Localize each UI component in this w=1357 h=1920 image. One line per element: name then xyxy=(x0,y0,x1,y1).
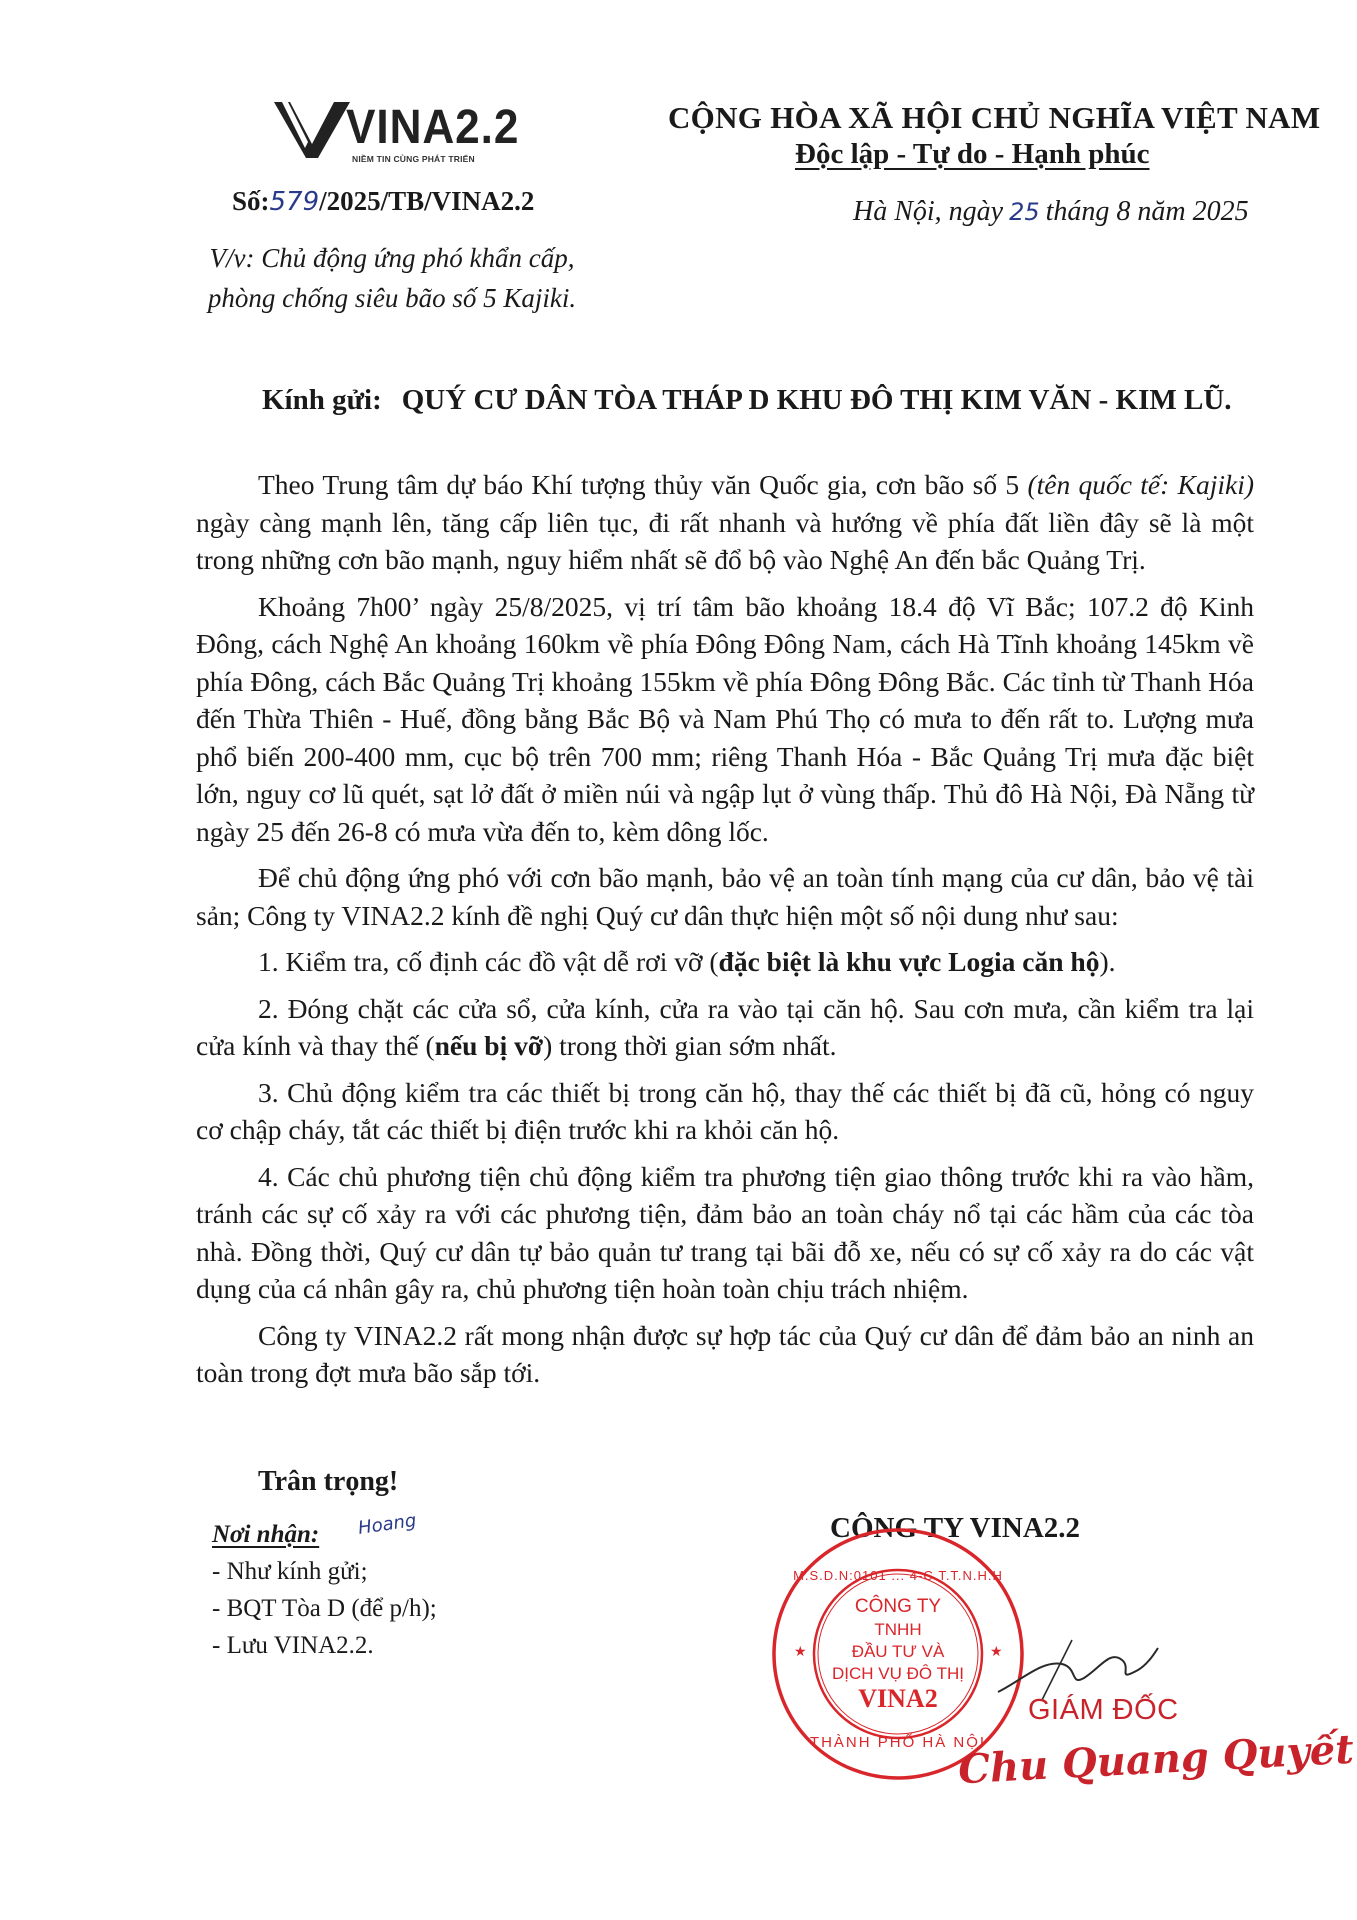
logo-slogan: NIỀM TIN CÙNG PHÁT TRIỂN xyxy=(352,154,475,164)
subject xyxy=(182,238,602,318)
paragraph-thanks: Công ty VINA2.2 rất mong nhận được sự hợp tác của Quý cư dân để đảm bảo an ninh an toàn trong đợt mưa bão sắp tới. xyxy=(196,1319,1254,1388)
distribution-title: Nơi nhận: xyxy=(212,1521,320,1548)
distribution-item: - BQT Tòa D (để p/h); xyxy=(212,1595,437,1622)
stamp-bottom-text: THÀNH PHỐ HÀ NỘI xyxy=(809,1734,987,1751)
logo-mark-icon xyxy=(272,98,352,160)
doc-number-suffix: /2025/TB/VINA2.2 xyxy=(319,186,535,216)
signer-position: GIÁM ĐỐC xyxy=(1028,1694,1179,1726)
recipient-label: Kính gửi: xyxy=(262,384,382,416)
list-item-4: 4. Các chủ phương tiện chủ động kiểm tra phương tiện giao thông trước khi ra vào hầm, tránh các sự cố xảy ra với các phương tiện, đảm bảo an toàn cháy nổ tại các hầm của các tòa nhà. Đồng thời, Quý cư dân tự bảo quản tư trang tại bãi đỗ xe, nếu có sự cố xảy ra do các vật dụng của cá nhân gây ra, chủ phương tiện hoàn toàn chịu trách nhiệm. xyxy=(196,1160,1254,1304)
company-logo xyxy=(272,98,532,176)
stamp-ring-text: M.S.D.N:0101 ... 4-C.T.T.N.H.H xyxy=(793,1568,1003,1583)
stamp-line-2: TNHH xyxy=(874,1620,922,1639)
list-item-3: 3. Chủ động kiểm tra các thiết bị trong căn hộ, thay thế các thiết bị đã cũ, hỏng có nguy cơ chập cháy, tắt các thiết bị điện trước khi ra khỏi căn hộ. xyxy=(196,1076,1254,1145)
issue-date xyxy=(853,196,1249,228)
doc-number-prefix: Số: xyxy=(232,186,270,216)
paragraph-storm-position: Khoảng 7h00’ ngày 25/8/2025, vị trí tâm bão khoảng 18.4 độ Vĩ Bắc; 107.2 độ Kinh Đông, cách Nghệ An khoảng 160km về phía Đông Đông Nam, cách Hà Tĩnh khoảng 145km về phía Đông, cách Bắc Quảng Trị khoảng 155km về phía Đông Đông Bắc. Các tỉnh từ Thanh Hóa đến Thừa Thiên - Huế, đồng bằng Bắc Bộ và Nam Phú Thọ có mưa to đến rất to. Lượng mưa phổ biến 200-400 mm, cục bộ trên 700 mm; riêng Thanh Hóa - Bắc Quảng Trị mưa đặc biệt lớn, nguy cơ lũ quét, sạt lở đất ở miền núi và ngập lụt ở vùng thấp. Thủ đô Hà Nội, Đà Nẵng từ ngày 25 đến 26-8 có mưa vừa đến to, kèm dông lốc. xyxy=(196,590,1254,847)
distribution-list xyxy=(212,1516,437,1664)
document-number xyxy=(232,186,534,217)
list-item-2: 2. Đóng chặt các cửa sổ, cửa kính, cửa ra vào tại căn hộ. Sau cơn mưa, cần kiểm tra lại cửa kính và thay thế (nếu bị vỡ) trong thời gian sớm nhất. xyxy=(196,992,1254,1061)
stamp-line-1: CÔNG TY xyxy=(854,1596,942,1617)
date-suffix: tháng 8 năm 2025 xyxy=(1045,196,1249,227)
storm-international-name: (tên quốc tế: Kajiki) xyxy=(1027,469,1254,500)
signing-company: CÔNG TY VINA2.2 xyxy=(830,1512,1081,1544)
recipient-name: QUÝ CƯ DÂN TÒA THÁP D KHU ĐÔ THỊ KIM VĂN - KIM LŨ. xyxy=(401,384,1232,416)
distribution-item: - Như kính gửi; xyxy=(212,1558,368,1585)
svg-text:★: ★ xyxy=(990,1643,1003,1659)
national-motto: Độc lập - Tự do - Hạnh phúc xyxy=(795,138,1150,170)
doc-number-handwritten: 579 xyxy=(269,187,320,217)
distribution-item: - Lưu VINA2.2. xyxy=(212,1632,374,1659)
recipient-line xyxy=(262,384,1232,417)
letter-body xyxy=(196,466,1254,1401)
handwritten-initials: Hoang xyxy=(356,1510,418,1539)
date-prefix: Hà Nội, ngày xyxy=(853,196,1004,227)
subject-line-2: phòng chống siêu bão số 5 Kajiki. xyxy=(207,283,577,313)
paragraph-forecast: Theo Trung tâm dự báo Khí tượng thủy văn Quốc gia, cơn bão số 5 (tên quốc tế: Kajiki) ngày càng mạnh lên, tăng cấp liên tục, đi rất nhanh và hướng về phía đất liền đây sẽ là một trong những cơn bão mạnh, nguy hiểm nhất sẽ đổ bộ vào Nghệ An đến bắc Quảng Trị. xyxy=(196,469,1254,575)
paragraph-request: Để chủ động ứng phó với cơn bão mạnh, bảo vệ an toàn tính mạng của cư dân, bảo vệ tài sản; Công ty VINA2.2 kính đề nghị Quý cư dân thực hiện một số nội dung như sau: xyxy=(196,862,1254,931)
stamp-line-3: ĐẦU TƯ VÀ xyxy=(851,1642,945,1661)
subject-line-1: V/v: Chủ động ứng phó khẩn cấp, xyxy=(209,243,575,273)
logo-text: VINA2.2 xyxy=(346,101,520,154)
list-item-1: 1. Kiểm tra, cố định các đồ vật dễ rơi vỡ (đặc biệt là khu vực Logia căn hộ). xyxy=(258,946,1116,977)
date-day: 25 xyxy=(1009,198,1040,226)
closing-greeting: Trân trọng! xyxy=(258,1466,399,1497)
signer-name: Chu Quang Quyết xyxy=(957,1725,1355,1794)
svg-text:★: ★ xyxy=(794,1643,807,1659)
stamp-line-5: VINA2 xyxy=(858,1684,938,1713)
national-title: CỘNG HÒA XÃ HỘI CHỦ NGHĨA VIỆT NAM xyxy=(668,100,1321,135)
stamp-line-4: DỊCH VỤ ĐÔ THỊ xyxy=(832,1664,964,1683)
